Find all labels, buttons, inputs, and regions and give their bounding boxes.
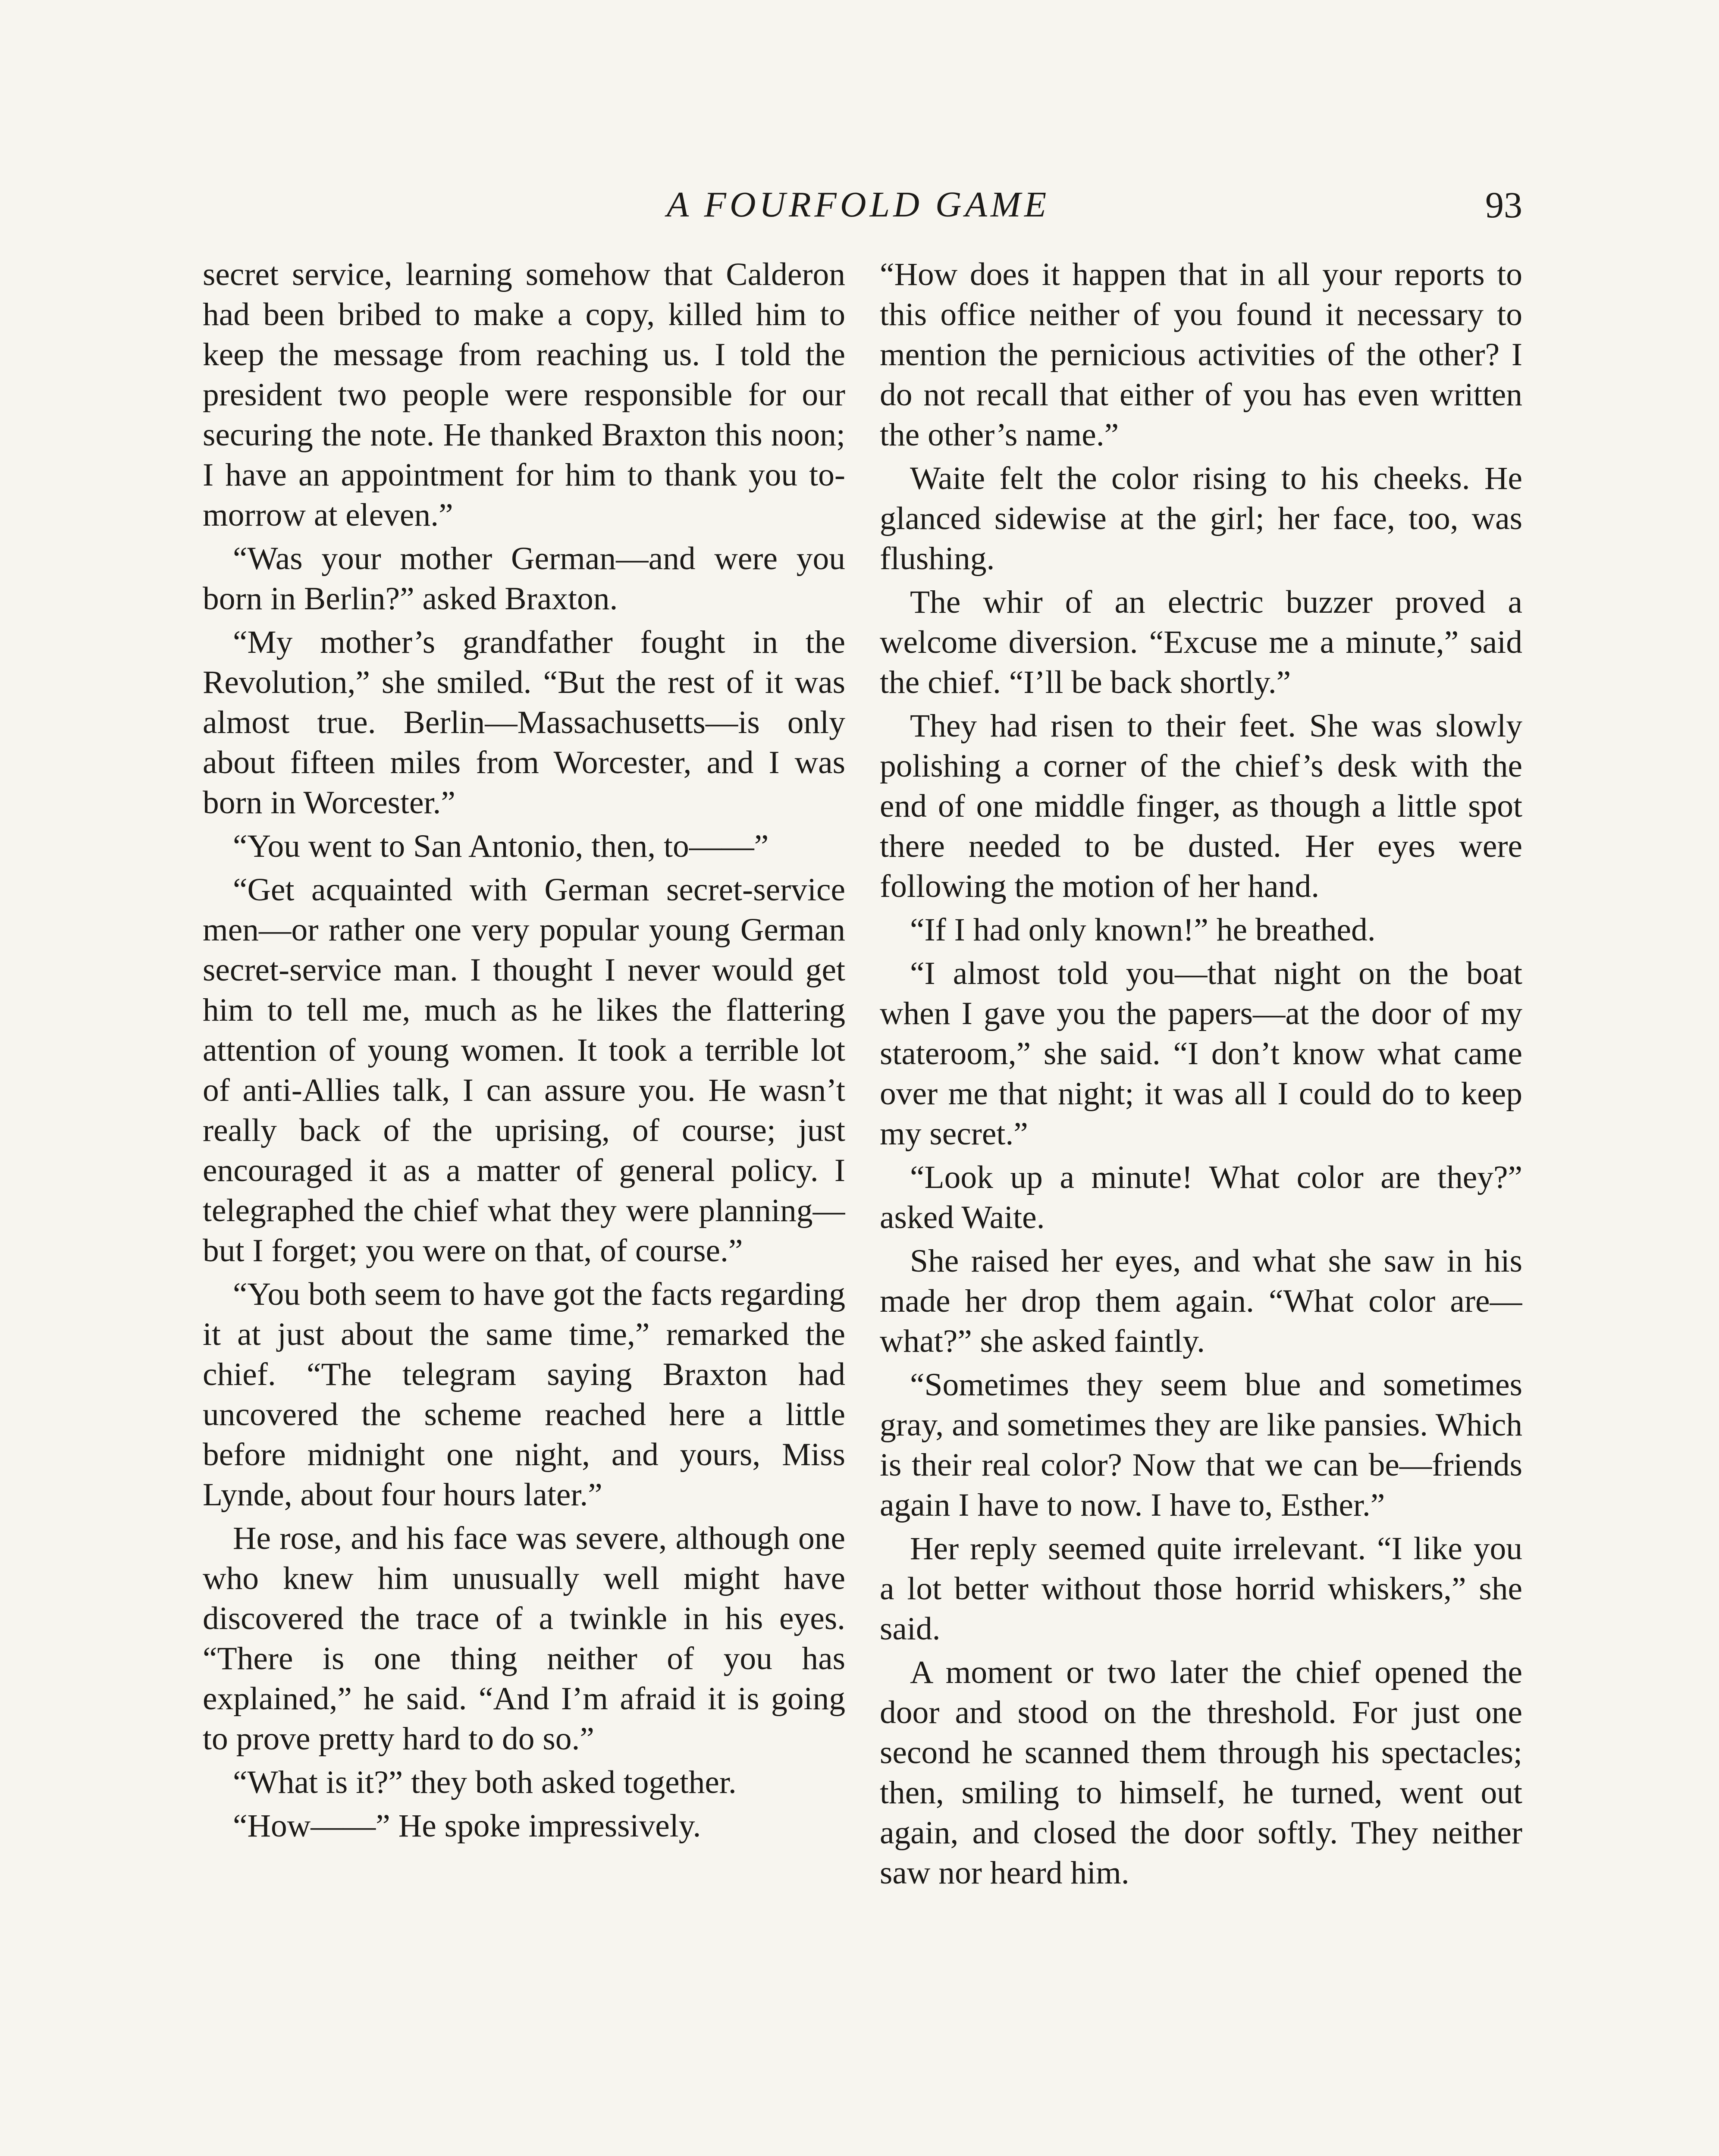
paragraph: “You went to San Antonio, then, to——” [233,828,769,864]
paragraph: Waite felt the color rising to his cheeks. He glanced sidewise at the girl; her face, too, was flushing. [880,461,1522,577]
paragraph: She raised her eyes, and what she saw in his made her drop them again. “What color are—what?” she asked faintly. [880,1243,1522,1359]
running-title: A FOURFOLD GAME [666,185,1050,225]
right-column [880,254,1522,2156]
paragraph: He rose, and his face was severe, although one who knew him unusually well might have discovered the trace of a twinkle in his eyes. “There is one thing neither of you has explained,” he said. “And I’m afraid it is going to prove pretty hard to do so.” [203,1520,845,1757]
paragraph: “Look up a minute! What color are they?” asked Waite. [880,1159,1522,1235]
page-number: 93 [1485,184,1522,226]
paragraph: “Sometimes they seem blue and sometimes gray, and sometimes they are like pansies. Which is their real color? Now that we can be—friends again I have to now. I have to, Esther.” [880,1367,1522,1523]
paragraph: “Get acquainted with German secret-service men—or rather one very popular young German secret-service man. I thought I never would get him to tell me, much as he likes the flattering attention of young women. It took a terrible lot of anti-Allies talk, I can assure you. He wasn’t really back of the uprising, of course; just encouraged it as a matter of general policy. I telegraphed the chief what they were planning—but I forget; you were on that, of course.” [203,872,845,1269]
page-header [203,175,1522,235]
paragraph: “You both seem to have got the facts regarding it at just about the same time,” remarked the chief. “The telegram saying Braxton had uncovered the scheme reached here a little before midnight one night, and yours, Miss Lynde, about four hours later.” [203,1276,845,1513]
paragraph: A moment or two later the chief opened the door and stood on the threshold. For just one second he scanned them through his spectacles; then, smiling to himself, he turned, went out again, and closed the door softly. They neither saw nor heard him. [880,1655,1522,1891]
paragraph: “How——” He spoke impressively. [233,1808,701,1844]
paragraph: “How does it happen that in all your reports to this office neither of you found it necessary to mention the pernicious activities of the other? I do not recall that either of you has even written the other’s name.” [880,257,1522,453]
paragraph: “I almost told you—that night on the boat when I gave you the papers—at the door of my stateroom,” she said. “I don’t know what came over me that night; it was all I could do to keep my secret.” [880,956,1522,1152]
left-column [203,254,845,2156]
paragraph: “My mother’s grandfather fought in the Revolution,” she smiled. “But the rest of it was almost true. Berlin—Massachusetts—is only about fifteen miles from Worcester, and I was born in Worcester.” [203,624,845,821]
paragraph: “What is it?” they both asked together. [233,1764,737,1800]
paragraph: “If I had only known!” he breathed. [910,912,1376,948]
paragraph: secret service, learning somehow that Calderon had been bribed to make a copy, killed him to keep the message from reaching us. I told the president two people were responsible for our securing the note. He thanked Braxton this noon; I have an appointment for him to thank you to-morrow at eleven.” [203,257,845,533]
paragraph: They had risen to their feet. She was slowly polishing a corner of the chief’s desk with the end of one middle finger, as though a little spot there needed to be dusted. Her eyes were following the motion of her hand. [880,708,1522,904]
paragraph: “Was your mother German—and were you born in Berlin?” asked Braxton. [203,541,845,617]
paragraph: Her reply seemed quite irrelevant. “I like you a lot better without those horrid whiskers,” she said. [880,1531,1522,1647]
paragraph: The whir of an electric buzzer proved a welcome diversion. “Excuse me a minute,” said the chief. “I’ll be back shortly.” [880,584,1522,700]
